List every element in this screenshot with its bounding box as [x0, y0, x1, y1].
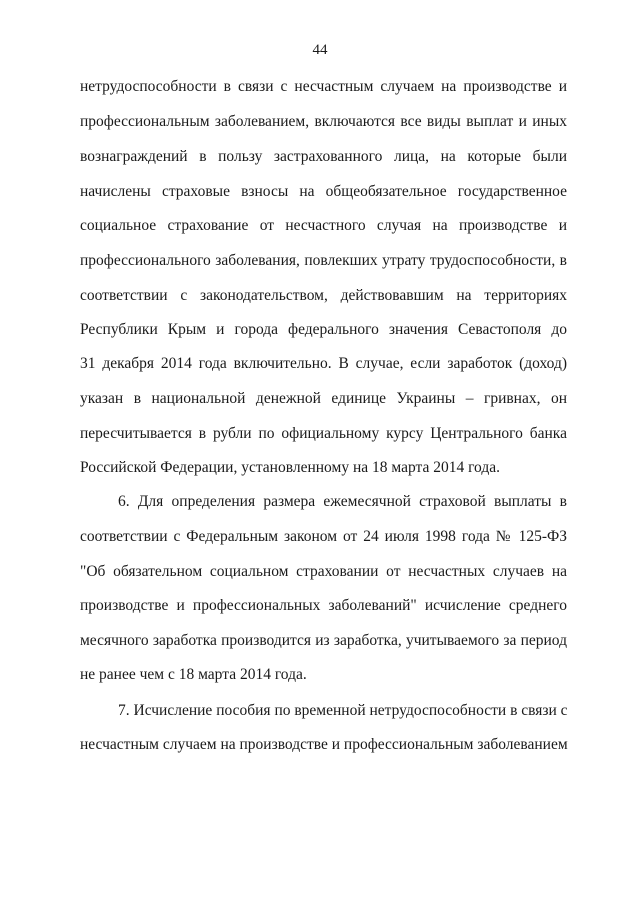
text-line: Республики Крым и города федерального значения Севастополя до: [80, 321, 567, 338]
text-line: профессиональным заболеванием, включаются все виды выплат и иных: [80, 113, 567, 130]
text-line: профессионального заболевания, повлекших утрату трудоспособности, в: [80, 252, 567, 269]
text-line: пересчитывается в рубли по официальному курсу Центрального банка: [80, 425, 567, 442]
text-line: нетрудоспособности в связи с несчастным случаем на производстве и: [80, 78, 567, 95]
text-line: месячного заработка производится из заработка, учитываемого за период: [80, 632, 567, 649]
text-line: указан в национальной денежной единице Украины – гривнах, он: [80, 390, 567, 407]
text-line: производстве и профессиональных заболеваний" исчисление среднего: [80, 597, 567, 614]
text-line: несчастным случаем на производстве и профессиональным заболеванием: [80, 736, 568, 753]
text-line: социальное страхование от несчастного случая на производстве и: [80, 217, 567, 234]
text-line: начислены страховые взносы на общеобязательное государственное: [80, 183, 567, 200]
page-number: 44: [312, 42, 328, 58]
text-line: 7. Исчисление пособия по временной нетрудоспособности в связи с: [118, 702, 568, 719]
text-line: "Об обязательном социальном страховании от несчастных случаев на: [80, 563, 567, 580]
text-line: соответствии с Федеральным законом от 24 июля 1998 года № 125-ФЗ: [80, 528, 567, 545]
text-line: Российской Федерации, установленному на 18 марта 2014 года.: [80, 459, 500, 476]
text-line: 31 декабря 2014 года включительно. В случае, если заработок (доход): [80, 355, 567, 372]
text-line: вознаграждений в пользу застрахованного лица, на которые были: [80, 148, 567, 165]
text-line: 6. Для определения размера ежемесячной страховой выплаты в: [118, 493, 567, 510]
text-line: соответствии с законодательством, действовавшим на территориях: [80, 287, 567, 304]
text-line: не ранее чем с 18 марта 2014 года.: [80, 666, 307, 683]
